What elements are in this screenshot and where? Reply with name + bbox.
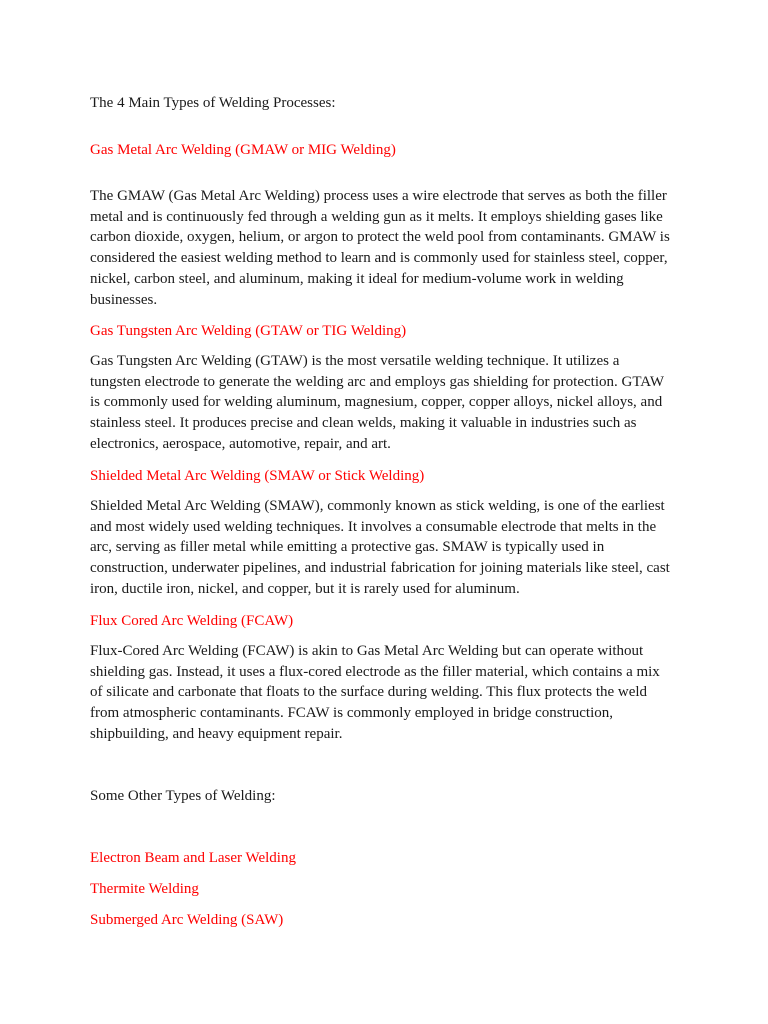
body-line: nickel, carbon steel, and aluminum, making it ideal for medium-volume work in welding	[90, 270, 624, 287]
body-line: Gas Tungsten Arc Welding (GTAW) is the most versatile welding technique. It utilizes a	[90, 353, 620, 369]
section-heading-gtaw: Gas Tungsten Arc Welding (GTAW or TIG Welding)	[90, 323, 407, 339]
body-line: carbon dioxide, oxygen, helium, or argon to protect the weld pool from contaminants. GMAW is	[90, 229, 670, 246]
body-line: shielding gas. Instead, it uses a flux-cored electrode as the filler material, which contains a mix	[90, 663, 660, 680]
body-line: construction, underwater pipelines, and industrial fabrication for joining materials like steel, cast	[90, 560, 670, 577]
main-title: The 4 Main Types of Welding Processes:	[90, 95, 336, 111]
body-line: tungsten electrode to generate the welding arc and employs gas shielding for protection. GTAW	[90, 373, 665, 390]
section-body-fcaw	[90, 641, 682, 745]
section-heading-fcaw: Flux Cored Arc Welding (FCAW)	[90, 613, 294, 629]
body-line: Shielded Metal Arc Welding (SMAW), commonly known as stick welding, is one of the earliest	[90, 498, 665, 514]
body-line: The GMAW (Gas Metal Arc Welding) process uses a wire electrode that serves as both the filler	[90, 188, 667, 204]
section-body-gmaw	[90, 186, 682, 310]
body-line: arc, serving as filler metal while emitting a protective gas. SMAW is typically used in	[90, 539, 605, 556]
body-line: electronics, aerospace, automotive, repair, and art.	[90, 435, 391, 452]
section-body-gtaw	[90, 351, 682, 455]
body-line: from atmospheric contaminants. FCAW is commonly employed in bridge construction,	[90, 705, 614, 722]
section-heading-smaw: Shielded Metal Arc Welding (SMAW or Stick Welding)	[90, 468, 425, 484]
body-line: businesses.	[90, 291, 158, 308]
body-line: metal and is continuously fed through a welding gun as it melts. It employs shielding gases like	[90, 208, 663, 225]
body-line: Flux-Cored Arc Welding (FCAW) is akin to Gas Metal Arc Welding but can operate without	[90, 643, 644, 659]
body-line: of silicate and carbonate that floats to the surface during welding. This flux protects the weld	[90, 684, 648, 701]
body-line: is commonly used for welding aluminum, magnesium, copper, copper alloys, nickel alloys, and	[90, 394, 663, 411]
other-type-item: Submerged Arc Welding (SAW)	[90, 912, 284, 928]
body-line: and most widely used welding techniques. It involves a consumable electrode that melts in the	[90, 518, 657, 535]
body-line: iron, ductile iron, nickel, and copper, but it is rarely used for aluminum.	[90, 580, 520, 597]
body-line: considered the easiest welding method to learn and is commonly used for stainless steel, copper,	[90, 250, 668, 267]
section-body-smaw	[90, 496, 682, 600]
other-type-item: Electron Beam and Laser Welding	[90, 850, 296, 866]
body-line: shipbuilding, and heavy equipment repair.	[90, 725, 343, 742]
body-line: stainless steel. It produces precise and clean welds, making it valuable in industries such as	[90, 415, 637, 432]
section-heading-gmaw: Gas Metal Arc Welding (GMAW or MIG Welding)	[90, 142, 396, 158]
other-type-item: Thermite Welding	[90, 881, 199, 897]
other-types-title: Some Other Types of Welding:	[90, 788, 276, 804]
